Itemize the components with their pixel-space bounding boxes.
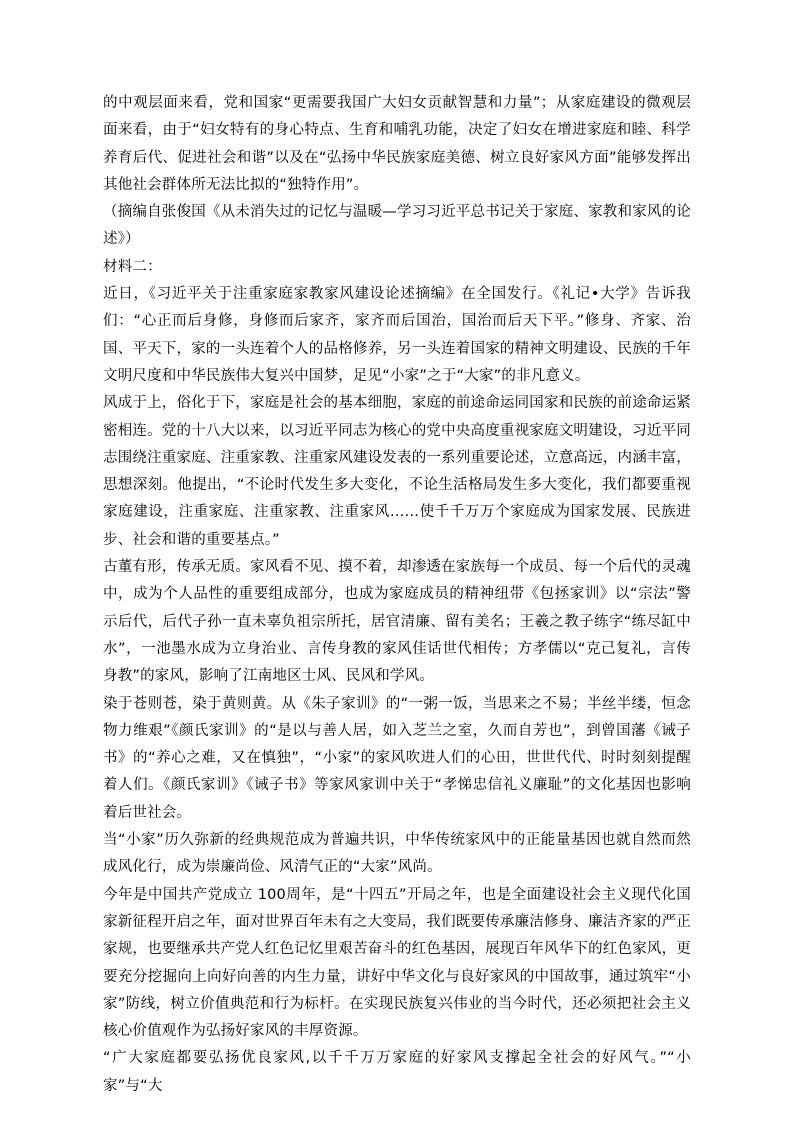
citation-line: （摘编自张俊国《从未消失过的记忆与温暖—学习习近平总书记关于家庭、家教和家风的论述》）	[103, 204, 691, 248]
paragraph-intro-continuation: 的中观层面来看，党和国家“更需要我国广大妇女贡献智慧和力量”；从家庭建设的微观层面来看，由于“妇女特有的身心特点、生育和哺乳功能，决定了妇女在增进家庭和睦、科学养育后代、促进社会和谐”以及在“弘扬中华民族家庭美德、树立良好家风方面”能够发挥出其他社会群体所无法比拟的“独特作用”。	[103, 95, 691, 193]
paragraph-recent-release: 近日，《习近平关于注重家庭家教家风建设论述摘编》在全国发行。《礼记•大学》告诉我们：“心正而后身修，身修而后家齐，家齐而后国治，国治而后天下平。”修身、齐家、治国、平天下，家的一头连着个人的品格修养，另一头连着国家的精神文明建设、民族的千年文明尺度和中华民族伟大复兴中国梦，足见“小家”之于“大家”的非凡意义。	[103, 286, 691, 384]
paragraph-family-basic-cell: 风成于上，俗化于下，家庭是社会的基本细胞，家庭的前途命运同国家和民族的前途命运紧密相连。党的十八大以来，以习近平同志为核心的党中央高度重视家庭文明建设，习近平同志围绕注重家庭、注重家教、注重家风建设发表的一系列重要论述，立意高远，内涵丰富，思想深刻。他提出，“不论时代发生多大变化，不论生活格局发生多大变化，我们都要重视家庭建设，注重家庭、注重家教、注重家风……使千千万万个家庭成为国家发展、民族进步、社会和谐的重要基点。”	[103, 395, 691, 548]
paragraph-quote-fine-family-style: “广大家庭都要弘扬优良家风,以千千万万家庭的好家风支撑起全社会的好风气。”“小家”与“大	[103, 1050, 691, 1094]
section-heading-material-two: 材料二：	[103, 258, 162, 275]
paragraph-antiques-tangible: 古董有形，传承无质。家风看不见、摸不着，却渗透在家族每一个成员、每一个后代的灵魂中，成为个人品性的重要组成部分，也成为家庭成员的精神纽带《包拯家训》以“宗法”警示后代，后代子孙一直未辜负祖宗所托，居官清廉、留有美名；王羲之教子练字“练尽缸中水”，一池墨水成为立身治业、言传身教的家风佳话世代相传；方孝儒以“克己复礼，言传身教”的家风，影响了江南地区士风、民风和学风。	[103, 559, 691, 685]
document-body	[103, 90, 691, 1100]
paragraph-small-family-consensus: 当“小家”历久弥新的经典规范成为普遍共识，中华传统家风中的正能量基因也就自然而然成风化行，成为崇廉尚俭、风清气正的“大家”风尚。	[103, 832, 691, 876]
paragraph-centenary: 今年是中国共产党成立 100周年，是“十四五”开局之年，也是全面建设社会主义现代化国家新征程开启之年，面对世界百年未有之大变局，我们既要传承廉洁修身、廉洁齐家的严正家规，也要继承共产党人红色记忆里艰苦奋斗的红色基因，展现百年风华下的红色家风，更要充分挖掘向上向好向善的内生力量，讲好中华文化与良好家风的中国故事，通过筑牢“小家”防线，树立价值典范和行为标杆。在实现民族复兴伟业的当今时代，还必须把社会主义核心价值观作为弘扬好家风的丰厚资源。	[103, 886, 691, 1040]
paragraph-dyed-blue: 染于苍则苍，染于黄则黄。从《朱子家训》的“一粥一饭，当思来之不易；半丝半缕，恒念物力维艰”《颜氏家训》的“是以与善人居，如入芝兰之室，久而自芳也”，到曾国藩《诫子书》的“养心之难，又在慎独”，“小家”的家风吹进人们的心田，世世代代、时时刻刻提醒着人们。《颜氏家训》《诫子书》等家风家训中关于“孝悌忠信礼义廉耻”的文化基因也影响着后世社会。	[103, 695, 691, 821]
